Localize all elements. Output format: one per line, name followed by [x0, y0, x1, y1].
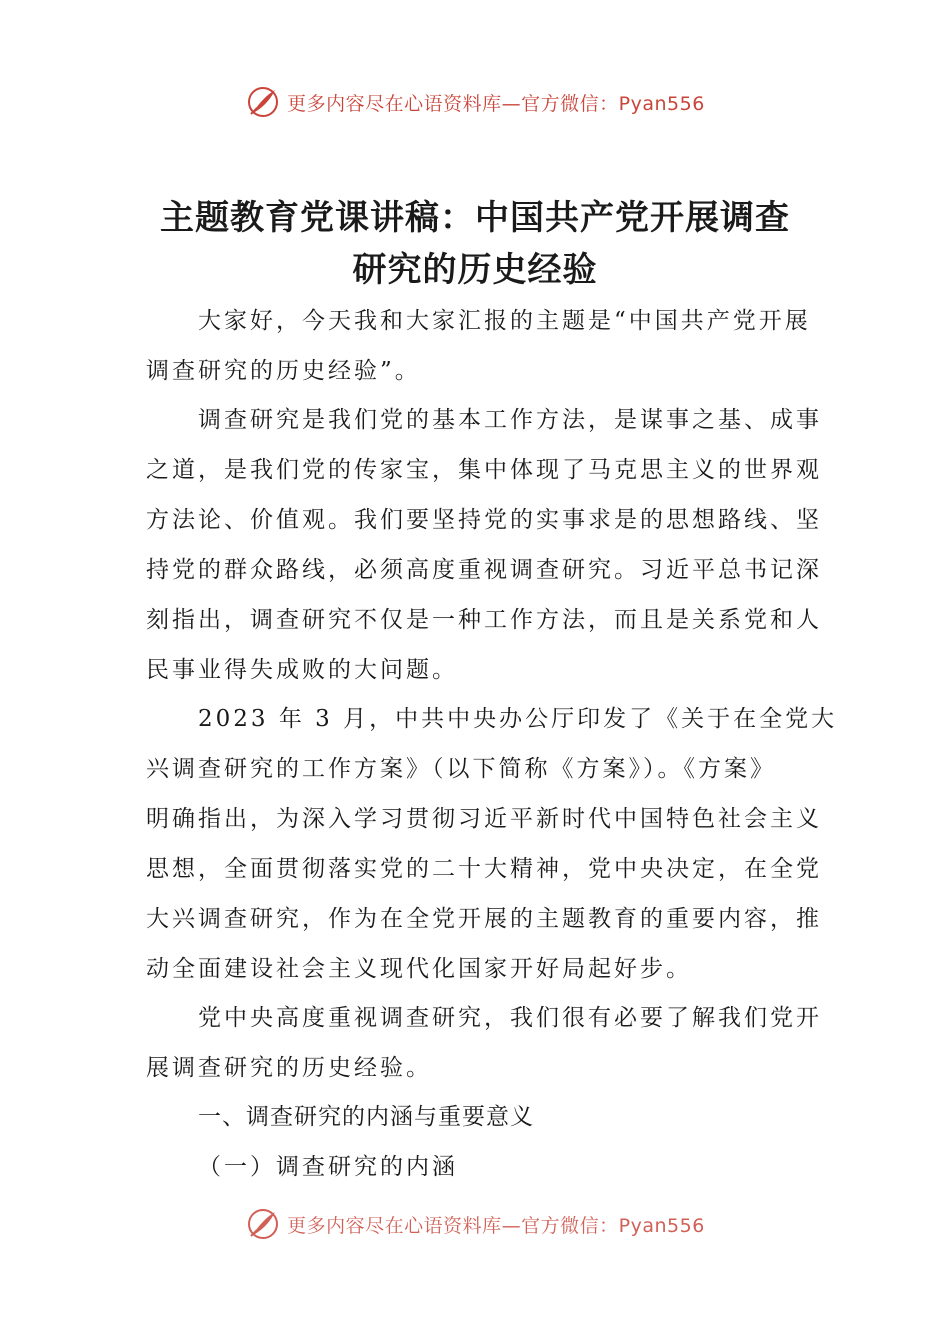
footer-watermark — [0, 1206, 950, 1242]
paragraph-line: 民事业得失成败的大问题。 — [146, 657, 458, 683]
feather-pen-logo-icon — [245, 84, 281, 120]
watermark-text: 更多内容尽在心语资料库—官方微信：Pyan556 — [287, 92, 705, 115]
header-watermark — [0, 84, 950, 120]
paragraph-line: 调查研究是我们党的基本工作方法，是谋事之基、成事 — [146, 407, 822, 433]
paragraph-line: 展调查研究的历史经验。 — [146, 1055, 432, 1081]
paragraph-line: 之道，是我们党的传家宝，集中体现了马克思主义的世界观 — [146, 457, 822, 483]
paragraph-line: 刻指出，调查研究不仅是一种工作方法，而且是关系党和人 — [146, 607, 822, 633]
paragraph-line: 方法论、价值观。我们要坚持党的实事求是的思想路线、坚 — [146, 507, 822, 533]
paragraph-line: 持党的群众路线，必须高度重视调查研究。习近平总书记深 — [146, 557, 822, 583]
paragraph-method — [146, 395, 822, 695]
paragraph-line: 大家好，今天我和大家汇报的主题是“中国共产党开展 — [146, 308, 811, 334]
paragraph-plan — [146, 694, 838, 994]
title-line-1: 主题教育党课讲稿：中国共产党开展调查 — [160, 198, 790, 238]
section-heading: 一、调查研究的内涵与重要意义 — [198, 1104, 534, 1130]
paragraph-line: 思想，全面贯彻落实党的二十大精神，党中央决定，在全党 — [146, 856, 822, 882]
feather-pen-logo-icon — [245, 1206, 281, 1242]
paragraph-importance — [146, 993, 822, 1093]
paragraph-line: 调查研究的历史经验”。 — [146, 358, 421, 384]
paragraph-intro — [146, 296, 810, 396]
paragraph-line: 大兴调查研究，作为在全党开展的主题教育的重要内容，推 — [146, 906, 822, 932]
title-line-2: 研究的历史经验 — [352, 250, 598, 290]
paragraph-line: 明确指出，为深入学习贯彻习近平新时代中国特色社会主义 — [146, 806, 822, 832]
paragraph-line: 党中央高度重视调查研究，我们很有必要了解我们党开 — [146, 1005, 822, 1031]
watermark-text: 更多内容尽在心语资料库—官方微信：Pyan556 — [287, 1214, 705, 1237]
paragraph-line: 兴调查研究的工作方案》（以下简称《方案》）。《方案》 — [146, 756, 776, 782]
document-title — [0, 192, 950, 296]
paragraph-line: 2023 年 3 月，中共中央办公厅印发了《关于在全党大 — [146, 706, 838, 732]
paragraph-line: 动全面建设社会主义现代化国家开好局起好步。 — [146, 956, 692, 982]
sub-heading: （一）调查研究的内涵 — [198, 1154, 458, 1180]
